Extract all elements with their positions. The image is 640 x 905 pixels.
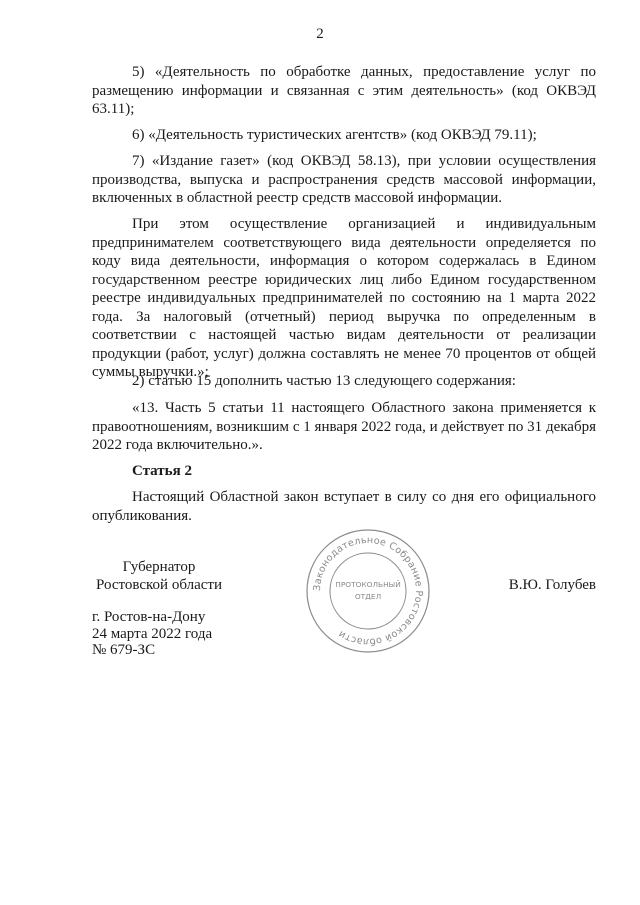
article-text: Настоящий Областной закон вступает в силу со дня его официального опубликования. bbox=[92, 489, 596, 524]
page-number: 2 bbox=[316, 26, 324, 42]
stamp-inner-ring bbox=[330, 553, 406, 629]
stamp-outer-ring bbox=[307, 530, 429, 652]
law-date: 24 марта 2022 года bbox=[92, 625, 213, 642]
stamp-center-line2: ОТДЕЛ bbox=[354, 592, 382, 601]
paragraph-quote: «13. Часть 5 статьи 11 настоящего Областного закона применяется к правоотношениям, возникшим с 1 января 2022 года, и действует по 31 декабря 2022 года включительно.». bbox=[92, 400, 596, 453]
signature-name: В.Ю. Голубев bbox=[508, 577, 596, 593]
paragraph-item-7: 7) «Издание газет» (код ОКВЭД 58.13), при условии осуществления производства, выпуска и распространения средств массовой информации, включенных в областной реестр средств массовой информации. bbox=[92, 153, 596, 206]
signature-title bbox=[94, 558, 224, 594]
paragraph-note: При этом осуществление организацией и индивидуальным предпринимателем соответствующего вида деятельности определяется по коду вида деятельности, информация о котором содержалась в Едином государственном реестре юридических лиц либо Едином государственном реестре индивидуальных предпринимателей по состоянию на 1 марта 2022 года. За налоговый (отчетный) период выручка по определенным в соответствии с настоящей частью видам деятельности от реализации продукции (работ, услуг) должна составлять не менее 70 процентов от общей суммы выручки.»; bbox=[92, 216, 596, 380]
place-city: г. Ростов-на-Дону bbox=[92, 609, 206, 625]
paragraph-item-5: 5) «Деятельность по обработке данных, предоставление услуг по размещению информации и связанная с этим деятельность» (код ОКВЭД 63.11); bbox=[92, 64, 596, 117]
stamp-center-line1: ПРОТОКОЛЬНЫЙ bbox=[335, 580, 401, 589]
paragraph-item-6: 6) «Деятельность туристических агентств» (код ОКВЭД 79.11); bbox=[132, 127, 537, 143]
place-date-block bbox=[92, 609, 212, 659]
stamp bbox=[304, 527, 432, 655]
paragraph-item-2: 2) статью 15 дополнить частью 13 следующего содержания: bbox=[132, 373, 516, 389]
law-number: № 679-ЗС bbox=[92, 642, 156, 658]
article-heading: Статья 2 bbox=[132, 463, 192, 479]
signature-title-line1: Губернатор bbox=[122, 559, 196, 575]
signature-title-line2: Ростовской области bbox=[96, 577, 222, 593]
stamp-ring-text: Законодательное Собрание Ростовской области bbox=[311, 534, 425, 648]
